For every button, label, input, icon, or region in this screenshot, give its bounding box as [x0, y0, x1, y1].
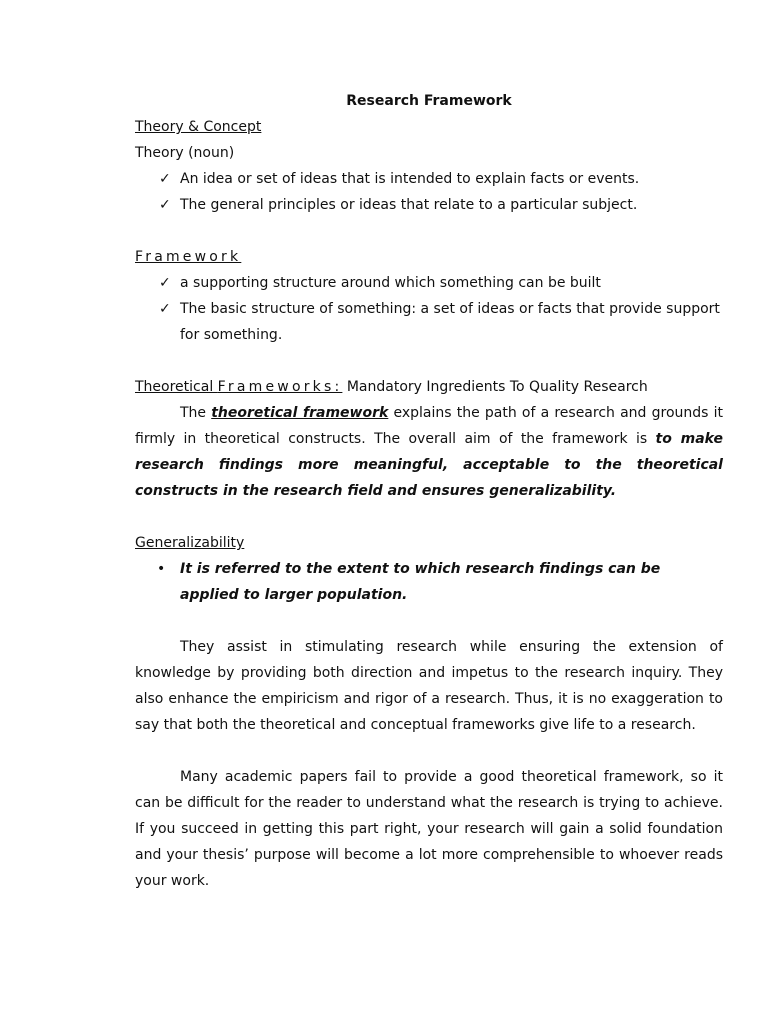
- document-title: Research Framework: [346, 93, 512, 109]
- spacer: [135, 738, 723, 764]
- body-paragraph: They assist in stimulating research while ensuring the extension of knowledge by providing both direction and impetus to the research inquiry. They also enhance the empiricism and rigor of a research. Thus, it is no exaggeration to say that both the theoretical and conceptual frameworks give life to a research.: [135, 639, 723, 733]
- list-item-text: An idea or set of ideas that is intended to explain facts or events.: [180, 171, 640, 187]
- spacer: [135, 348, 723, 374]
- list-item-text: The basic structure of something: a set of ideas or facts that provide support for something.: [180, 301, 720, 343]
- list-item: [135, 166, 723, 192]
- list-item-text: The general principles or ideas that relate to a particular subject.: [180, 197, 638, 213]
- theory-list: [135, 166, 723, 218]
- list-item: [135, 270, 723, 296]
- spacer: [135, 608, 723, 634]
- theoretical-heading: [135, 374, 723, 400]
- checkmark-icon: ✓: [159, 301, 171, 317]
- generalizability-heading: Generalizability: [135, 535, 245, 551]
- list-item: [135, 296, 723, 348]
- spacer: [135, 218, 723, 244]
- theoretical-heading-word: Theoretical: [135, 379, 218, 395]
- checkmark-icon: ✓: [159, 275, 171, 291]
- theoretical-framework-term: theoretical framework: [211, 405, 389, 421]
- checkmark-icon: ✓: [159, 171, 171, 187]
- theoretical-heading-underlined: [135, 379, 342, 395]
- framework-heading: Framework: [135, 249, 242, 265]
- generalizability-definition: It is referred to the extent to which research findings can be applied to larger population.: [180, 561, 661, 603]
- theory-subheading: Theory (noun): [135, 145, 235, 161]
- theoretical-heading-spaced: Frameworks:: [217, 379, 343, 395]
- document-body: [135, 88, 723, 894]
- bullet-icon: •: [157, 561, 166, 577]
- theoretical-paragraph: [135, 400, 723, 504]
- list-item: [135, 556, 723, 608]
- list-item: [135, 192, 723, 218]
- checkmark-icon: ✓: [159, 197, 171, 213]
- theoretical-heading-rest: Mandatory Ingredients To Quality Research: [342, 379, 648, 395]
- theory-heading: Theory & Concept: [135, 119, 262, 135]
- body-paragraph: Many academic papers fail to provide a good theoretical framework, so it can be difficult for the reader to understand what the research is trying to achieve. If you succeed in getting this part right, your research will gain a solid foundation and your thesis’ purpose will become a lot more comprehensible to whoever reads your work.: [135, 769, 723, 889]
- para-mid: explains the path of a research and grounds it firmly in theoretical constructs. The overall aim of the framework is: [135, 405, 723, 447]
- generalizability-list: [135, 556, 723, 608]
- spacer: [135, 504, 723, 530]
- framework-list: [135, 270, 723, 348]
- para-lead: The: [180, 405, 212, 421]
- framework-heading-row: [135, 244, 723, 270]
- list-item-text: a supporting structure around which something can be built: [180, 275, 601, 291]
- para-emphasis: to make research findings more meaningful, acceptable to the theoretical constructs in the research field and ensures generalizability.: [135, 431, 723, 499]
